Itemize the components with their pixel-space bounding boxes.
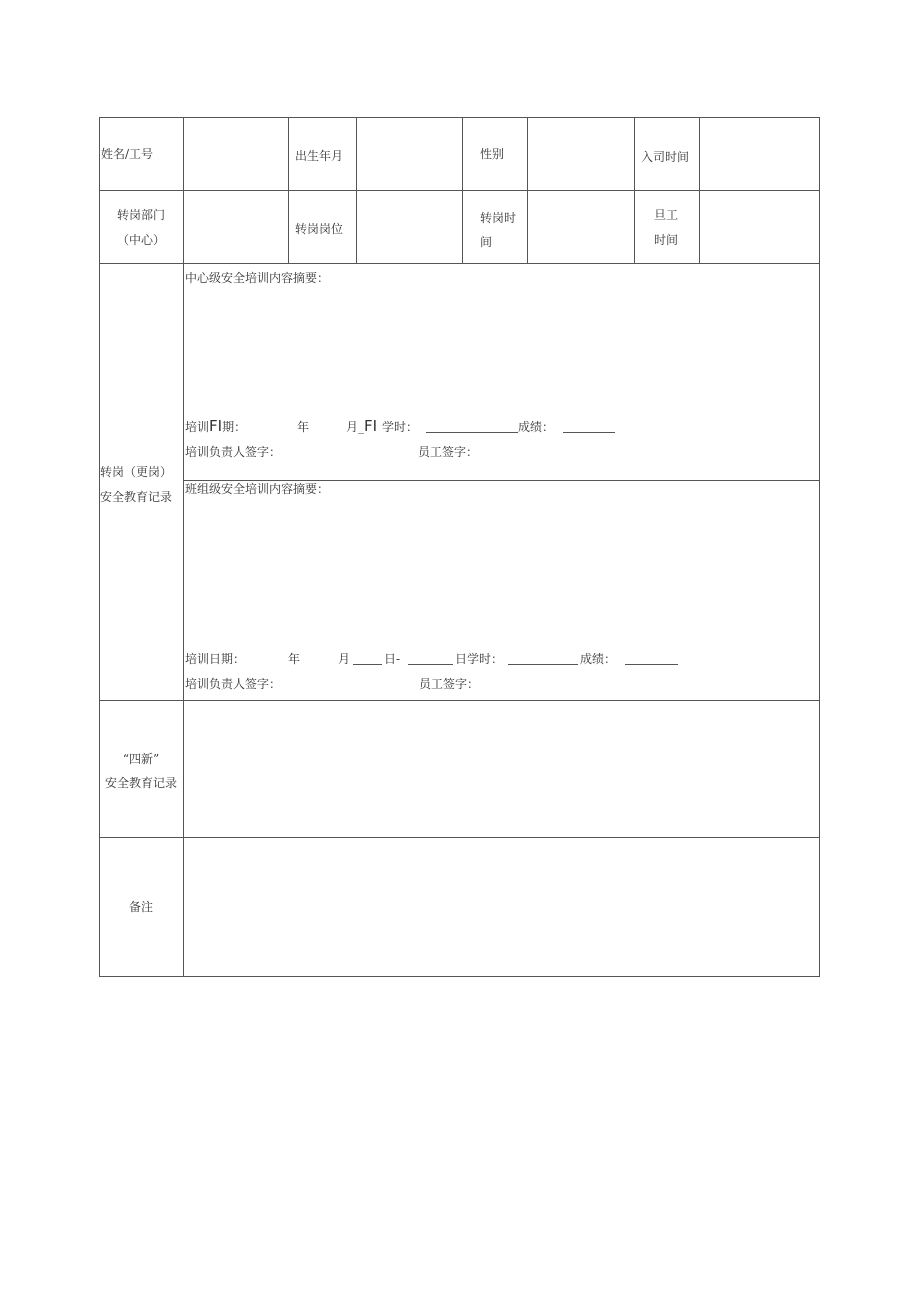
transfer-time-label: 转岗时 xyxy=(480,211,517,225)
center-score-field[interactable] xyxy=(563,421,615,435)
center-hours-field[interactable] xyxy=(426,421,518,435)
table-border-right xyxy=(819,117,820,977)
team-day-field[interactable] xyxy=(408,653,453,667)
center-score-label: 成绩： xyxy=(518,420,555,434)
team-training-date-label: 培训日期： xyxy=(185,652,246,666)
center-summary-label: 中心级安全培训内容摘要： xyxy=(185,271,330,285)
name-id-label: 姓名/工号 xyxy=(101,147,154,161)
center-training-date-label: 培训FI期： xyxy=(185,417,247,435)
team-score-label: 成绩： xyxy=(580,652,617,666)
table-border-top xyxy=(99,117,820,118)
team-score-field[interactable] xyxy=(625,653,678,667)
column-divider xyxy=(183,117,184,977)
team-hours-field[interactable] xyxy=(508,653,578,667)
column-divider xyxy=(527,117,528,264)
center-hours-label: 学时： xyxy=(382,420,419,434)
gender-label: 性别 xyxy=(480,147,505,161)
team-month-field[interactable] xyxy=(353,653,382,667)
four-new-label-sub: 安全教育记录 xyxy=(104,776,177,790)
column-divider xyxy=(356,117,357,264)
transfer-time-label-sub: 间 xyxy=(480,235,493,249)
column-divider xyxy=(634,117,635,264)
column-divider xyxy=(462,117,463,264)
transfer-dept-label-sub: （中心） xyxy=(116,233,165,247)
row-divider xyxy=(183,480,820,481)
column-divider xyxy=(699,117,700,264)
team-hours-label: 日学时： xyxy=(455,652,504,666)
onduty-time-label: 旦工 xyxy=(654,208,679,222)
center-month-label: 月_FI xyxy=(346,417,378,435)
team-trainer-sign-label: 培训负责人签字： xyxy=(185,677,282,691)
row-divider xyxy=(99,263,820,264)
center-year-label: 年 xyxy=(297,420,310,434)
transfer-post-label: 转岗岗位 xyxy=(295,222,344,236)
birth-date-label: 出生年月 xyxy=(295,149,344,163)
onduty-time-label-sub: 时间 xyxy=(654,233,679,247)
row-divider xyxy=(99,700,820,701)
transfer-education-label-sub: 安全教育记录 xyxy=(100,490,173,504)
team-summary-label: 班组级安全培训内容摘要： xyxy=(185,482,330,496)
team-day-label: 日- xyxy=(384,652,401,666)
column-divider xyxy=(288,117,289,264)
team-employee-sign-label: 员工签字： xyxy=(419,677,480,691)
row-divider xyxy=(99,837,820,838)
transfer-safety-form xyxy=(99,117,820,977)
table-border-left xyxy=(99,117,100,977)
table-border-bottom xyxy=(99,976,820,977)
center-employee-sign-label: 员工签字： xyxy=(418,445,479,459)
join-date-label: 入司时间 xyxy=(641,150,690,164)
team-month-label: 月 xyxy=(338,652,351,666)
transfer-dept-label: 转岗部门 xyxy=(116,208,165,222)
center-trainer-sign-label: 培训负责人签字： xyxy=(185,445,282,459)
remarks-label: 备注 xyxy=(128,900,153,914)
row-divider xyxy=(99,190,820,191)
four-new-label: “四新” xyxy=(122,752,160,766)
team-year-label: 年 xyxy=(288,652,301,666)
transfer-education-label: 转岗（更岗） xyxy=(100,465,173,479)
